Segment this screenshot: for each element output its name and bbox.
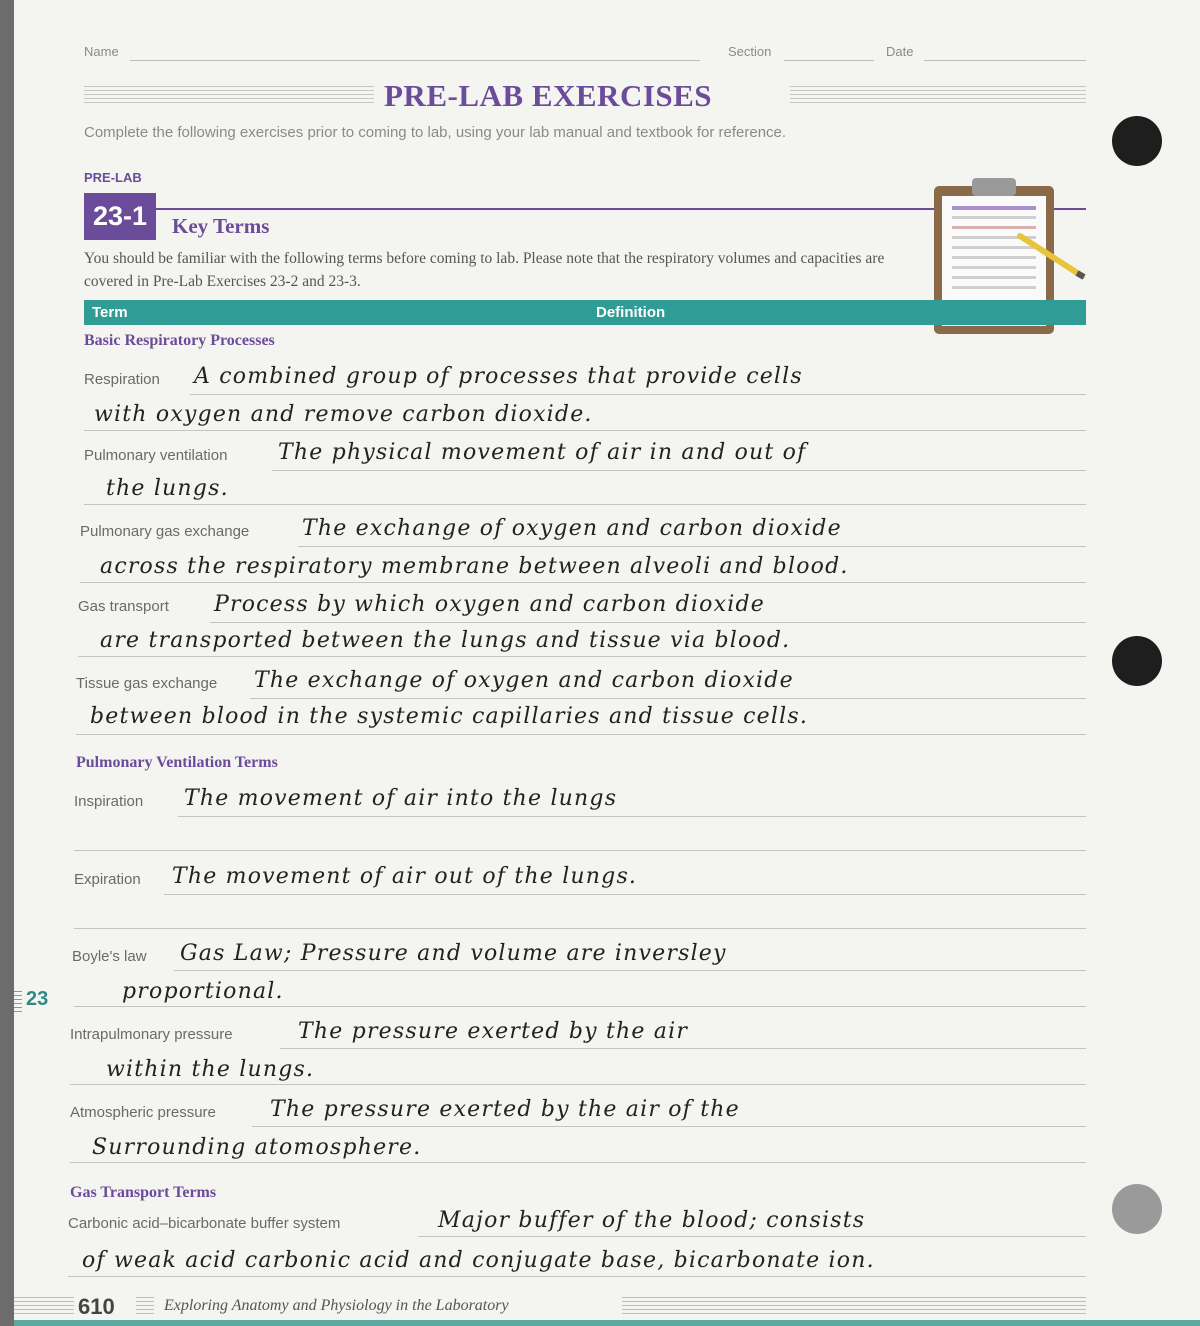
term-column-header: Term bbox=[92, 304, 128, 321]
definition-buffer-system-line2: of weak acid carbonic acid and conjugate base, bicarbonate ion. bbox=[82, 1248, 875, 1273]
term-inspiration: Inspiration bbox=[74, 793, 144, 810]
rule bbox=[68, 1276, 1086, 1277]
rule bbox=[178, 816, 1086, 817]
name-line bbox=[130, 60, 700, 61]
definition-pulmonary-gas-exchange-line2: across the respiratory membrane between alveoli and blood. bbox=[100, 554, 849, 579]
title-decor-right bbox=[790, 86, 1086, 106]
table-header bbox=[84, 300, 1086, 325]
term-atmospheric-pressure: Atmospheric pressure bbox=[70, 1104, 216, 1121]
rule bbox=[164, 894, 1086, 895]
prelab-number-badge bbox=[84, 193, 156, 240]
term-boyles-law: Boyle's law bbox=[72, 948, 147, 965]
date-label: Date bbox=[886, 44, 914, 59]
definition-pulmonary-ventilation-line1: The physical movement of air in and out of bbox=[278, 440, 807, 465]
rule bbox=[74, 1006, 1086, 1007]
page-number: 610 bbox=[78, 1294, 115, 1319]
rule bbox=[70, 1084, 1086, 1085]
book-title: Exploring Anatomy and Physiology in the Laboratory bbox=[164, 1297, 509, 1314]
term-expiration: Expiration bbox=[74, 871, 141, 888]
rule bbox=[298, 546, 1086, 547]
chapter-number: 23 bbox=[26, 988, 49, 1010]
binder-hole-middle bbox=[1112, 636, 1162, 686]
term-respiration: Respiration bbox=[84, 371, 160, 388]
definition-column-header: Definition bbox=[596, 304, 666, 321]
definition-expiration-line1: The movement of air out of the lungs. bbox=[172, 864, 638, 889]
key-terms-heading: Key Terms bbox=[172, 214, 270, 238]
title-decor-left bbox=[84, 86, 374, 106]
rule bbox=[190, 394, 1086, 395]
footer-decor-mid bbox=[136, 1297, 154, 1315]
rule bbox=[84, 430, 1086, 431]
section-line bbox=[784, 60, 874, 61]
rule bbox=[76, 734, 1086, 735]
intro-text: Complete the following exercises prior to coming to lab, using your lab manual and textbook for reference. bbox=[84, 124, 787, 141]
rule bbox=[70, 1162, 1086, 1163]
term-gas-transport: Gas transport bbox=[78, 598, 169, 615]
section-label: Section bbox=[728, 44, 772, 59]
definition-inspiration-line1: The movement of air into the lungs bbox=[184, 786, 618, 811]
definition-intrapulmonary-pressure-line1: The pressure exerted by the air bbox=[298, 1019, 689, 1044]
definition-pulmonary-gas-exchange-line1: The exchange of oxygen and carbon dioxide bbox=[302, 516, 842, 541]
key-terms-description: You should be familiar with the following terms before coming to lab. Please note that the respiratory volumes and capacities are covered in Pre-Lab Exercises 23-2 and 23-3. bbox=[84, 250, 885, 290]
definition-boyles-law-line1: Gas Law; Pressure and volume are inversley bbox=[180, 941, 727, 966]
prelab-number: 23-1 bbox=[92, 201, 148, 231]
definition-boyles-law-line2: proportional. bbox=[122, 979, 284, 1004]
name-label: Name bbox=[84, 44, 119, 59]
definition-gas-transport-line1: Process by which oxygen and carbon dioxide bbox=[214, 592, 765, 617]
definition-buffer-system-line1: Major buffer of the blood; consists bbox=[438, 1208, 866, 1233]
definition-respiration-line2: with oxygen and remove carbon dioxide. bbox=[94, 402, 593, 427]
section-heading-ventilation: Pulmonary Ventilation Terms bbox=[76, 754, 278, 771]
rule bbox=[272, 470, 1086, 471]
page-title: PRE-LAB EXERCISES bbox=[384, 78, 713, 113]
definition-gas-transport-line2: are transported between the lungs and tissue via blood. bbox=[100, 628, 791, 653]
rule bbox=[74, 928, 1086, 929]
definition-atmospheric-pressure-line1: The pressure exerted by the air of the bbox=[270, 1097, 740, 1122]
chapter-tab bbox=[14, 987, 60, 1017]
rule bbox=[80, 582, 1086, 583]
rule bbox=[84, 504, 1086, 505]
section-heading-basic: Basic Respiratory Processes bbox=[84, 332, 275, 349]
rule bbox=[250, 698, 1086, 699]
definition-respiration-line1: A combined group of processes that provide cells bbox=[194, 364, 803, 389]
definition-intrapulmonary-pressure-line2: within the lungs. bbox=[106, 1057, 315, 1082]
rule bbox=[174, 970, 1086, 971]
bottom-edge-stripe bbox=[14, 1320, 1200, 1326]
term-pulmonary-ventilation: Pulmonary ventilation bbox=[84, 447, 228, 464]
binder-hole-bottom bbox=[1112, 1184, 1162, 1234]
date-line bbox=[924, 60, 1086, 61]
definition-tissue-gas-exchange-line1: The exchange of oxygen and carbon dioxide bbox=[254, 668, 794, 693]
prelab-label: PRE-LAB bbox=[84, 170, 142, 185]
binder-hole-top bbox=[1112, 116, 1162, 166]
rule bbox=[418, 1236, 1086, 1237]
term-intrapulmonary-pressure: Intrapulmonary pressure bbox=[70, 1026, 233, 1043]
rule bbox=[74, 850, 1086, 851]
rule bbox=[210, 622, 1086, 623]
rule bbox=[280, 1048, 1086, 1049]
definition-tissue-gas-exchange-line2: between blood in the systemic capillaries and tissue cells. bbox=[90, 704, 809, 729]
footer-decor-left bbox=[14, 1297, 74, 1315]
definition-atmospheric-pressure-line2: Surrounding atomosphere. bbox=[92, 1135, 422, 1160]
term-carbonic-acid-bicarbonate-buffer-system: Carbonic acid–bicarbonate buffer system bbox=[68, 1215, 341, 1232]
footer-decor-right bbox=[622, 1297, 1086, 1315]
rule bbox=[252, 1126, 1086, 1127]
definition-pulmonary-ventilation-line2: the lungs. bbox=[106, 476, 229, 501]
rule bbox=[78, 656, 1086, 657]
chapter-tab-decor bbox=[14, 991, 22, 1013]
worksheet-page bbox=[14, 0, 1200, 1326]
term-tissue-gas-exchange: Tissue gas exchange bbox=[76, 675, 218, 692]
section-heading-gas-transport: Gas Transport Terms bbox=[70, 1184, 217, 1201]
term-pulmonary-gas-exchange: Pulmonary gas exchange bbox=[80, 523, 250, 540]
